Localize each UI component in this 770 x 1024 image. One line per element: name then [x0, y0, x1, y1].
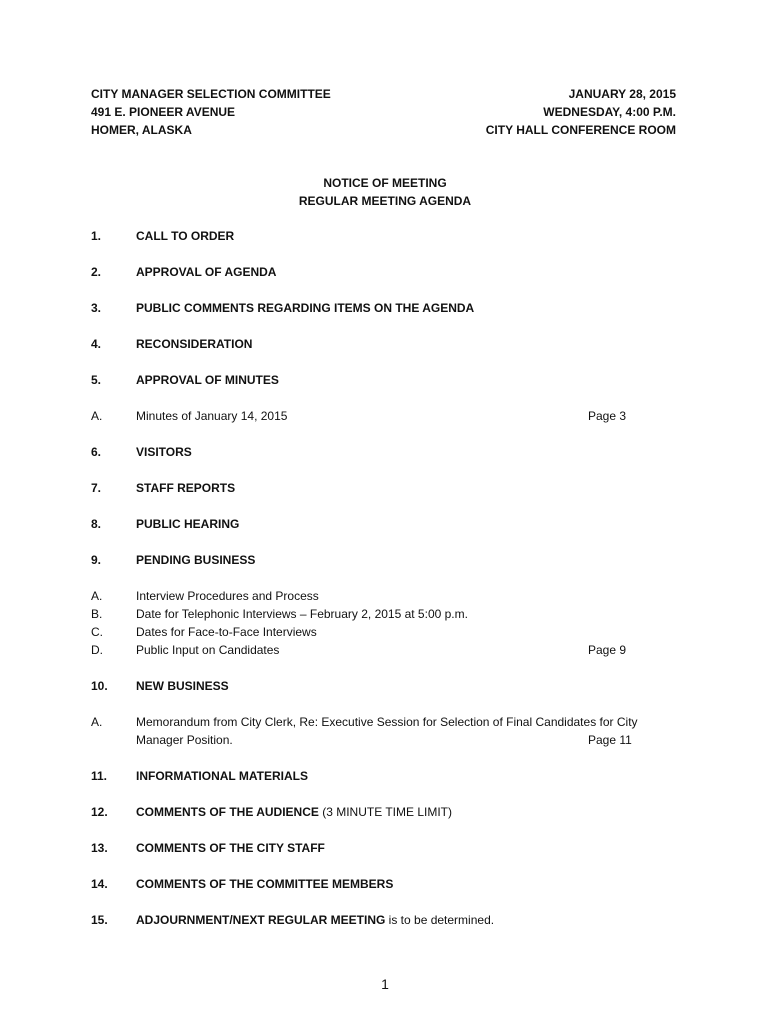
item-title: COMMENTS OF THE AUDIENCE — [136, 805, 319, 819]
item-number: 4. — [91, 337, 102, 351]
subitem-text: Dates for Face-to-Face Interviews — [136, 625, 317, 639]
page-reference: Page 9 — [588, 643, 627, 657]
agenda-item — [91, 767, 691, 785]
agenda-subitem-continuation — [91, 731, 691, 749]
agenda-subitem — [91, 641, 691, 659]
item-title: COMMENTS OF THE CITY STAFF — [136, 841, 325, 855]
subitem-letter: A. — [91, 589, 103, 603]
agenda-item — [91, 335, 691, 353]
item-number: 12. — [91, 805, 108, 819]
item-number: 2. — [91, 265, 102, 279]
street-address: 491 E. PIONEER AVENUE — [91, 105, 236, 119]
item-title: VISITORS — [136, 445, 192, 459]
agenda-subitem — [91, 407, 691, 425]
agenda-item — [91, 839, 691, 857]
item-number: 14. — [91, 877, 108, 891]
meeting-location: CITY HALL CONFERENCE ROOM — [485, 123, 676, 137]
item-number: 13. — [91, 841, 108, 855]
item-title: PUBLIC HEARING — [136, 517, 240, 531]
notice-heading: NOTICE OF MEETING — [323, 176, 447, 190]
subitem-letter: A. — [91, 715, 103, 729]
committee-name: CITY MANAGER SELECTION COMMITTEE — [91, 87, 331, 101]
subitem-letter: B. — [91, 607, 103, 621]
page-reference: Page 11 — [588, 733, 632, 747]
item-title: NEW BUSINESS — [136, 679, 229, 693]
item-number: 5. — [91, 373, 102, 387]
agenda-item — [91, 677, 691, 695]
agenda-item — [91, 875, 691, 893]
subitem-text: Public Input on Candidates — [136, 643, 280, 657]
agenda-item — [91, 551, 691, 569]
item-note: is to be determined. — [385, 913, 495, 927]
item-title: INFORMATIONAL MATERIALS — [136, 769, 308, 783]
subitem-letter: C. — [91, 625, 103, 639]
item-title: PUBLIC COMMENTS REGARDING ITEMS ON THE AGENDA — [136, 301, 475, 315]
item-title: PENDING BUSINESS — [136, 553, 256, 567]
agenda-item — [91, 371, 691, 389]
item-number: 9. — [91, 553, 102, 567]
meeting-time: WEDNESDAY, 4:00 P.M. — [543, 105, 676, 119]
meeting-date: JANUARY 28, 2015 — [568, 87, 676, 101]
item-number: 10. — [91, 679, 108, 693]
page-number: 1 — [381, 976, 389, 992]
item-title: STAFF REPORTS — [136, 481, 236, 495]
item-number: 3. — [91, 301, 102, 315]
item-number: 8. — [91, 517, 102, 531]
item-title-group — [136, 803, 452, 821]
subitem-letter: A. — [91, 409, 103, 423]
city-state: HOMER, ALASKA — [91, 123, 192, 137]
document-title — [0, 174, 770, 210]
item-number: 15. — [91, 913, 108, 927]
meeting-datetime-block — [486, 85, 676, 139]
agenda-item — [91, 803, 691, 821]
subitem-text: Manager Position. — [136, 733, 233, 747]
agenda-subitem — [91, 587, 691, 605]
item-note: (3 MINUTE TIME LIMIT) — [318, 805, 453, 819]
item-number: 6. — [91, 445, 102, 459]
agenda-item — [91, 299, 691, 317]
agenda-item — [91, 515, 691, 533]
subitem-letter: D. — [91, 643, 103, 657]
agenda-subitem — [91, 605, 691, 623]
item-number: 11. — [91, 769, 108, 783]
agenda-subitem — [91, 713, 691, 731]
item-title: CALL TO ORDER — [136, 229, 235, 243]
item-title: APPROVAL OF MINUTES — [136, 373, 279, 387]
committee-address-block — [91, 85, 331, 139]
item-title: ADJOURNMENT/NEXT REGULAR MEETING — [136, 913, 386, 927]
agenda-item — [91, 479, 691, 497]
subitem-text: Minutes of January 14, 2015 — [136, 409, 288, 423]
subitem-text: Date for Telephonic Interviews – February 2, 2015 at 5:00 p.m. — [136, 607, 468, 621]
item-number: 7. — [91, 481, 102, 495]
agenda-item — [91, 443, 691, 461]
item-title-group — [136, 911, 494, 929]
agenda-item — [91, 227, 691, 245]
item-title: APPROVAL OF AGENDA — [136, 265, 277, 279]
agenda-item — [91, 911, 691, 929]
item-title: COMMENTS OF THE COMMITTEE MEMBERS — [136, 877, 394, 891]
agenda-list — [91, 227, 691, 929]
agenda-item — [91, 263, 691, 281]
subitem-text: Interview Procedures and Process — [136, 589, 319, 603]
subitem-text: Memorandum from City Clerk, Re: Executive Session for Selection of Final Candidates for City — [136, 715, 638, 729]
agenda-subitem — [91, 623, 691, 641]
page-reference: Page 3 — [588, 409, 627, 423]
agenda-heading: REGULAR MEETING AGENDA — [298, 194, 472, 208]
item-number: 1. — [91, 229, 102, 243]
item-title: RECONSIDERATION — [136, 337, 253, 351]
